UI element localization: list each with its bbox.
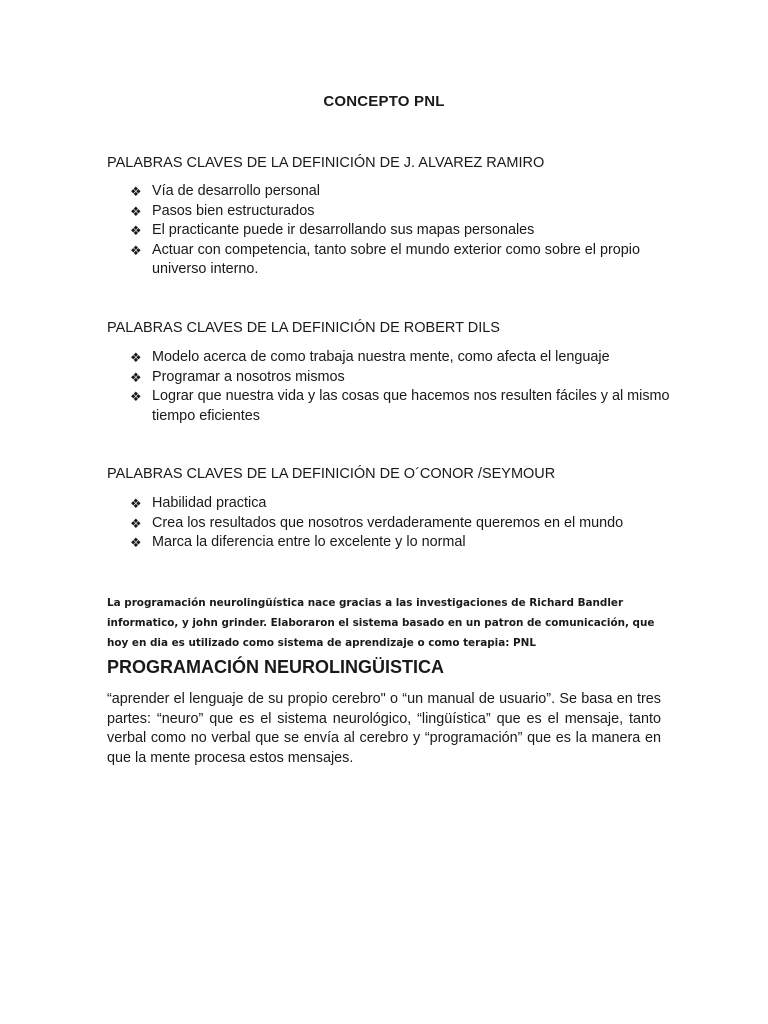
list-item-text: Lograr que nuestra vida y las cosas que hacemos nos resulten fáciles y al mismo tiempo eficientes — [152, 388, 670, 424]
diamond-bullet-icon: ❖ — [130, 535, 142, 550]
diamond-bullet-icon: ❖ — [130, 223, 142, 238]
list-item — [130, 202, 670, 222]
diamond-bullet-icon: ❖ — [130, 515, 142, 531]
list-item-text: Programar a nosotros mismos — [152, 368, 345, 385]
diamond-bullet-icon: ❖ — [130, 184, 142, 199]
list-item — [130, 221, 670, 241]
diamond-bullet-icon: ❖ — [130, 203, 142, 219]
list-item — [130, 182, 670, 202]
list-item — [130, 387, 670, 426]
list-item-text: Crea los resultados que nosotros verdaderamente queremos en el mundo — [152, 514, 624, 531]
list-item-text: Modelo acerca de como trabaja nuestra mente, como afecta el lenguaje — [152, 349, 610, 365]
section-heading-dils: PALABRAS CLAVES DE LA DEFINICIÓN DE ROBERT DILS — [107, 320, 500, 336]
list-item — [130, 533, 670, 553]
list-item-text: El practicante puede ir desarrollando sus mapas personales — [152, 222, 535, 238]
pnl-paragraph: “aprender el lenguaje de su propio cerebro" o “un manual de usuario”. Se basa en tres partes: “neuro” que es el sistema neurológico, “lingüística” que es el mensaje, tanto verbal como no verbal que se envía al cerebro y “programación” que es la manera en que la mente procesa estos mensajes. — [107, 691, 661, 766]
diamond-bullet-icon: ❖ — [130, 369, 142, 385]
list-item-text: Habilidad practica — [152, 495, 267, 511]
section-heading-alvarez: PALABRAS CLAVES DE LA DEFINICIÓN DE J. ALVAREZ RAMIRO — [107, 155, 545, 171]
bullet-list-alvarez — [130, 182, 670, 280]
pnl-heading: PROGRAMACIÓN NEUROLINGÜISTICA — [107, 657, 444, 677]
diamond-bullet-icon: ❖ — [130, 389, 142, 404]
diamond-bullet-icon: ❖ — [130, 496, 142, 511]
list-item — [130, 514, 670, 534]
section-heading-oconor: PALABRAS CLAVES DE LA DEFINICIÓN DE O´CONOR /SEYMOUR — [107, 466, 556, 482]
list-item-text: Vía de desarrollo personal — [152, 183, 320, 199]
list-item-text: Marca la diferencia entre lo excelente y lo normal — [152, 534, 466, 550]
list-item-text: Pasos bien estructurados — [152, 202, 315, 219]
list-item — [130, 494, 670, 514]
list-item-text: Actuar con competencia, tanto sobre el mundo exterior como sobre el propio universo interno. — [152, 241, 640, 277]
diamond-bullet-icon: ❖ — [130, 350, 142, 365]
list-item — [130, 348, 670, 368]
bullet-list-dils — [130, 348, 670, 426]
list-item — [130, 368, 670, 388]
summary-paragraph: La programación neurolingüística nace gracias a las investigaciones de Richard Bandler informatico, y john grinder. Elaboraron el sistema basado en un patron de comunicación, que hoy en dia es utilizado como sistema de aprendizaje o como terapia: PNL — [107, 597, 655, 649]
page-title: CONCEPTO PNL — [323, 93, 445, 110]
list-item — [130, 241, 670, 280]
diamond-bullet-icon: ❖ — [130, 242, 142, 258]
bullet-list-oconor — [130, 494, 670, 553]
